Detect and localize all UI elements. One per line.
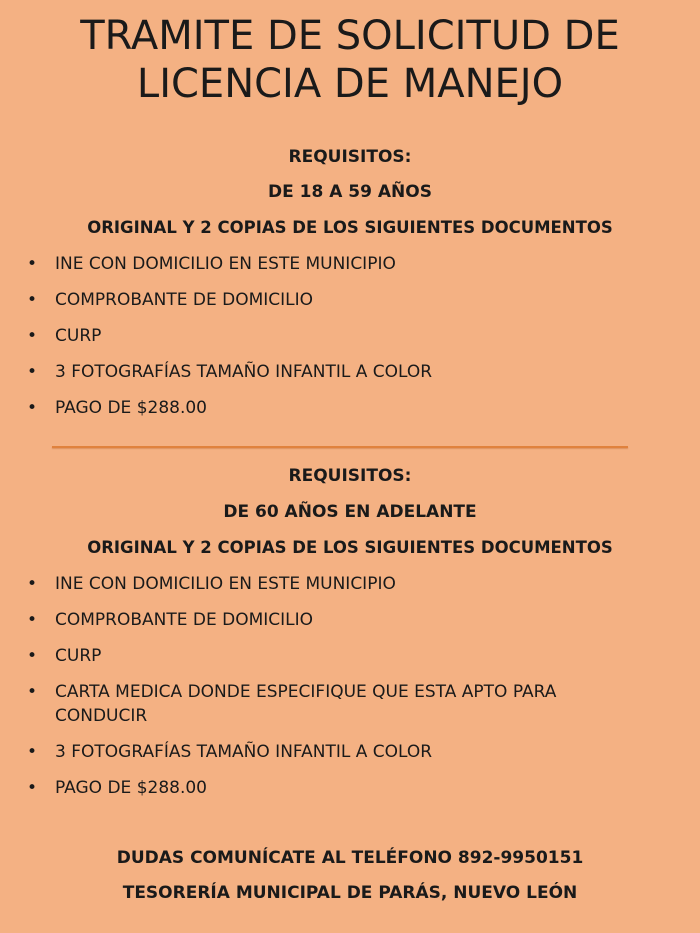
bullet-icon: • xyxy=(27,398,38,418)
list-item: • CARTA MEDICA DONDE ESPECIFIQUE QUE ESTA APTO PARA CONDUCIR xyxy=(27,682,557,726)
section1-documents-heading: ORIGINAL Y 2 COPIAS DE LOS SIGUIENTES DOCUMENTOS xyxy=(87,218,613,237)
section1-age-range: DE 18 A 59 AÑOS xyxy=(268,182,432,202)
list-item: • INE CON DOMICILIO EN ESTE MUNICIPIO xyxy=(27,574,396,594)
bullet-icon: • xyxy=(27,326,38,346)
bullet-icon: • xyxy=(27,682,38,702)
office-name: TESORERÍA MUNICIPAL DE PARÁS, NUEVO LEÓN xyxy=(122,883,578,903)
page-title xyxy=(0,12,700,108)
bullet-icon: • xyxy=(27,574,38,594)
bullet-icon: • xyxy=(27,610,38,630)
contact-phone: DUDAS COMUNÍCATE AL TELÉFONO 892-9950151 xyxy=(116,848,584,868)
list-item: • CURP xyxy=(27,646,102,666)
section-divider xyxy=(52,446,628,448)
list-item: • 3 FOTOGRAFÍAS TAMAÑO INFANTIL A COLOR xyxy=(27,362,433,382)
bullet-icon: • xyxy=(27,646,38,666)
section2-requirements-list xyxy=(0,572,680,800)
section1-requirements-list xyxy=(0,252,680,420)
list-item: • CURP xyxy=(27,326,102,346)
section2-age-range: DE 60 AÑOS EN ADELANTE xyxy=(223,502,477,522)
section2-documents-heading: ORIGINAL Y 2 COPIAS DE LOS SIGUIENTES DOCUMENTOS xyxy=(87,538,613,557)
bullet-icon: • xyxy=(27,742,38,762)
bullet-icon: • xyxy=(27,254,38,274)
section1-heading: REQUISITOS: xyxy=(288,147,412,167)
bullet-icon: • xyxy=(27,362,38,382)
list-item: • COMPROBANTE DE DOMICILIO xyxy=(27,610,314,630)
bullet-icon: • xyxy=(27,778,38,798)
bullet-icon: • xyxy=(27,290,38,310)
section2-heading: REQUISITOS: xyxy=(288,466,412,486)
list-item: • INE CON DOMICILIO EN ESTE MUNICIPIO xyxy=(27,254,396,274)
list-item: • PAGO DE $288.00 xyxy=(27,778,207,798)
list-item: • PAGO DE $288.00 xyxy=(27,398,207,418)
title-line-2: LICENCIA DE MANEJO xyxy=(136,61,564,107)
list-item: • COMPROBANTE DE DOMICILIO xyxy=(27,290,314,310)
list-item: • 3 FOTOGRAFÍAS TAMAÑO INFANTIL A COLOR xyxy=(27,742,433,762)
title-line-1: TRAMITE DE SOLICITUD DE xyxy=(80,13,620,59)
